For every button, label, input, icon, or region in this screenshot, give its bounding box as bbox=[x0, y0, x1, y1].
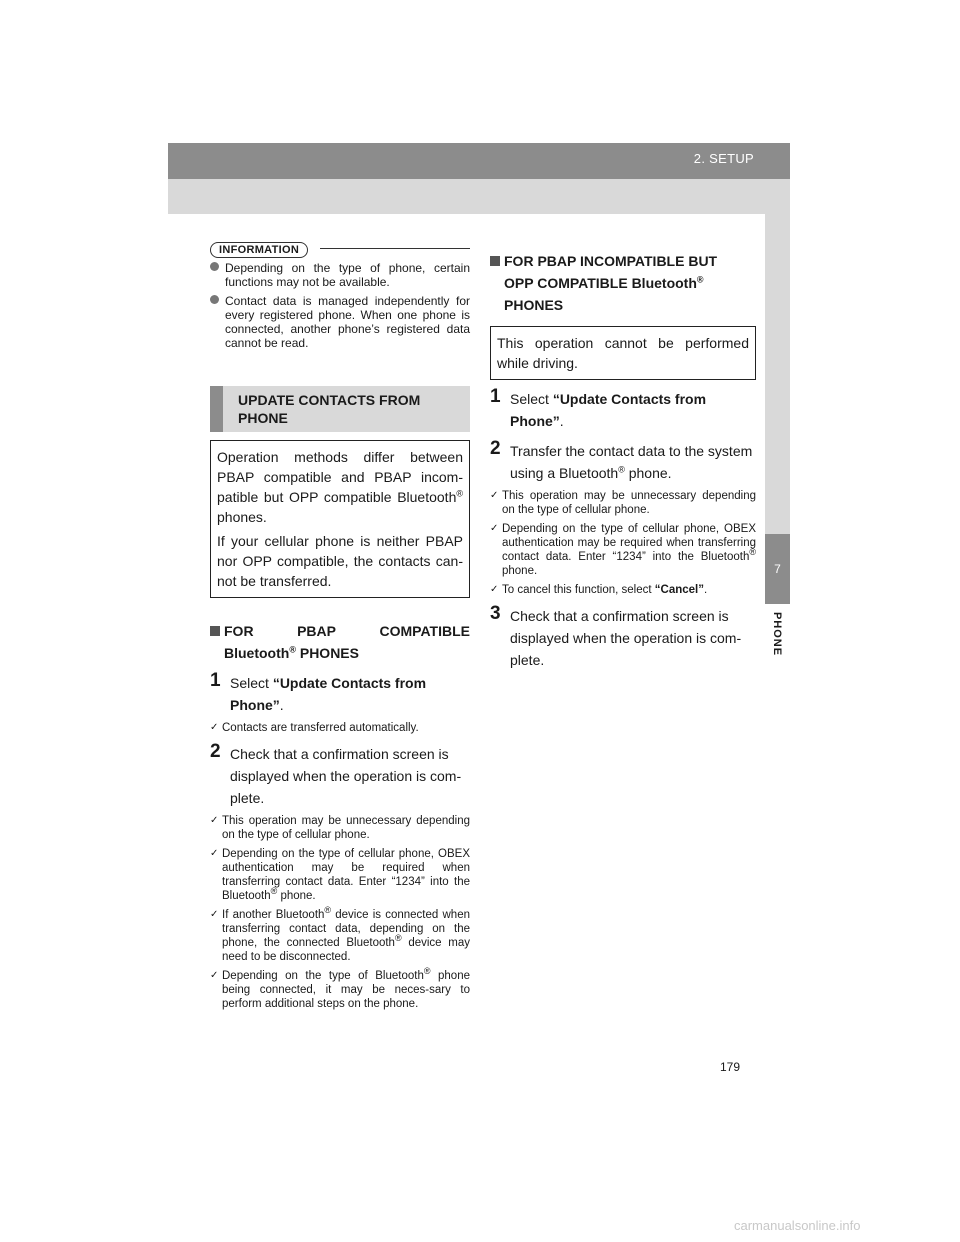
driving-warning: This operation cannot be performed while driving. bbox=[497, 335, 749, 371]
check-icon: ✓ bbox=[490, 584, 499, 595]
pbap-heading: FOR PBAP COMPATIBLE Bluetooth® PHONES bbox=[210, 620, 470, 664]
header-bar bbox=[168, 143, 790, 179]
button-reference: “Cancel” bbox=[654, 584, 704, 596]
section-title: UPDATE CONTACTS FROM PHONE bbox=[238, 392, 421, 426]
section-heading bbox=[210, 386, 470, 432]
information-rule bbox=[320, 248, 470, 249]
header-section-title: 2. SETUP bbox=[693, 151, 754, 166]
step-number: 1 bbox=[210, 670, 221, 691]
driving-warning-box bbox=[490, 326, 756, 380]
watermark: carmanualsonline.info bbox=[734, 1218, 861, 1233]
bullet-icon bbox=[210, 295, 219, 304]
step-number: 3 bbox=[490, 603, 501, 624]
intro-paragraph: If your cellular phone is neither PBAP nor OPP compatible, the contacts can-not be transferred. bbox=[217, 533, 463, 589]
step-number: 2 bbox=[210, 741, 221, 762]
step-number: 2 bbox=[490, 438, 501, 459]
right-column bbox=[490, 250, 756, 671]
bullet-icon bbox=[210, 262, 219, 271]
information-item: Contact data is managed independently for every registered phone. When one phone is connected, another phone’s registered data cannot be read. bbox=[210, 294, 470, 350]
page-number: 179 bbox=[720, 1060, 741, 1074]
opp-heading: FOR PBAP INCOMPATIBLE BUT OPP COMPATIBLE Bluetooth® PHONES bbox=[490, 250, 756, 316]
step-number: 1 bbox=[490, 386, 501, 407]
chapter-number: 7 bbox=[765, 534, 790, 604]
button-reference: “Update Contacts from Phone” bbox=[230, 675, 427, 713]
header-subbar bbox=[168, 179, 790, 214]
check-icon: ✓ bbox=[490, 490, 499, 501]
note: ✓ This operation may be unnecessary depending on the type of cellular phone. bbox=[490, 490, 756, 516]
information-item: Depending on the type of phone, certain functions may not be available. bbox=[210, 261, 470, 289]
square-bullet-icon bbox=[490, 256, 500, 266]
step: 1 Select “Update Contacts from Phone”. bbox=[490, 386, 707, 429]
note: ✓ Depending on the type of cellular phone, OBEX authentication may be required when transferring contact data. Enter “1234” into the Bluetooth® phone. bbox=[210, 848, 470, 902]
chapter-label bbox=[765, 604, 790, 664]
information-badge: INFORMATION bbox=[210, 242, 308, 258]
button-reference: “Update Contacts from Phone” bbox=[510, 391, 707, 429]
intro-box bbox=[210, 440, 470, 598]
check-icon: ✓ bbox=[210, 815, 219, 826]
section-heading-bar bbox=[210, 386, 223, 432]
left-column bbox=[210, 240, 470, 1011]
note: ✓ Contacts are transferred automatically. bbox=[210, 722, 419, 734]
chapter-label-text: PHONE bbox=[771, 611, 784, 657]
note: ✓ To cancel this function, select “Cancel”. bbox=[490, 584, 708, 596]
square-bullet-icon bbox=[210, 626, 220, 636]
step: 3 Check that a confirmation screen is displayed when the operation is com-plete. bbox=[490, 603, 742, 668]
check-icon: ✓ bbox=[210, 909, 219, 920]
check-icon: ✓ bbox=[210, 970, 219, 981]
note: ✓ Depending on the type of cellular phone, OBEX authentication may be required when transferring contact data. Enter “1234” into the Bluetooth® phone. bbox=[490, 523, 756, 577]
note: ✓ This operation may be unnecessary depending on the type of cellular phone. bbox=[210, 815, 470, 841]
check-icon: ✓ bbox=[490, 523, 499, 534]
intro-paragraph: Operation methods differ between PBAP compatible and PBAP incom-patible but OPP compatible Bluetooth® phones. bbox=[217, 449, 463, 525]
information-list bbox=[210, 261, 470, 350]
step: 1 Select “Update Contacts from Phone”. bbox=[210, 670, 427, 713]
step: 2 Transfer the contact data to the system using a Bluetooth® phone. bbox=[490, 438, 753, 481]
check-icon: ✓ bbox=[210, 722, 219, 733]
step: 2 Check that a confirmation screen is displayed when the operation is com-plete. bbox=[210, 741, 462, 806]
note: ✓ If another Bluetooth® device is connected when transferring contact data, depending on the phone, the connected Bluetooth® device may need to be disconnected. bbox=[210, 905, 470, 963]
check-icon: ✓ bbox=[210, 848, 219, 859]
note: ✓ Depending on the type of Bluetooth® phone being connected, it may be neces-sary to perform additional steps on the phone. bbox=[210, 966, 470, 1010]
